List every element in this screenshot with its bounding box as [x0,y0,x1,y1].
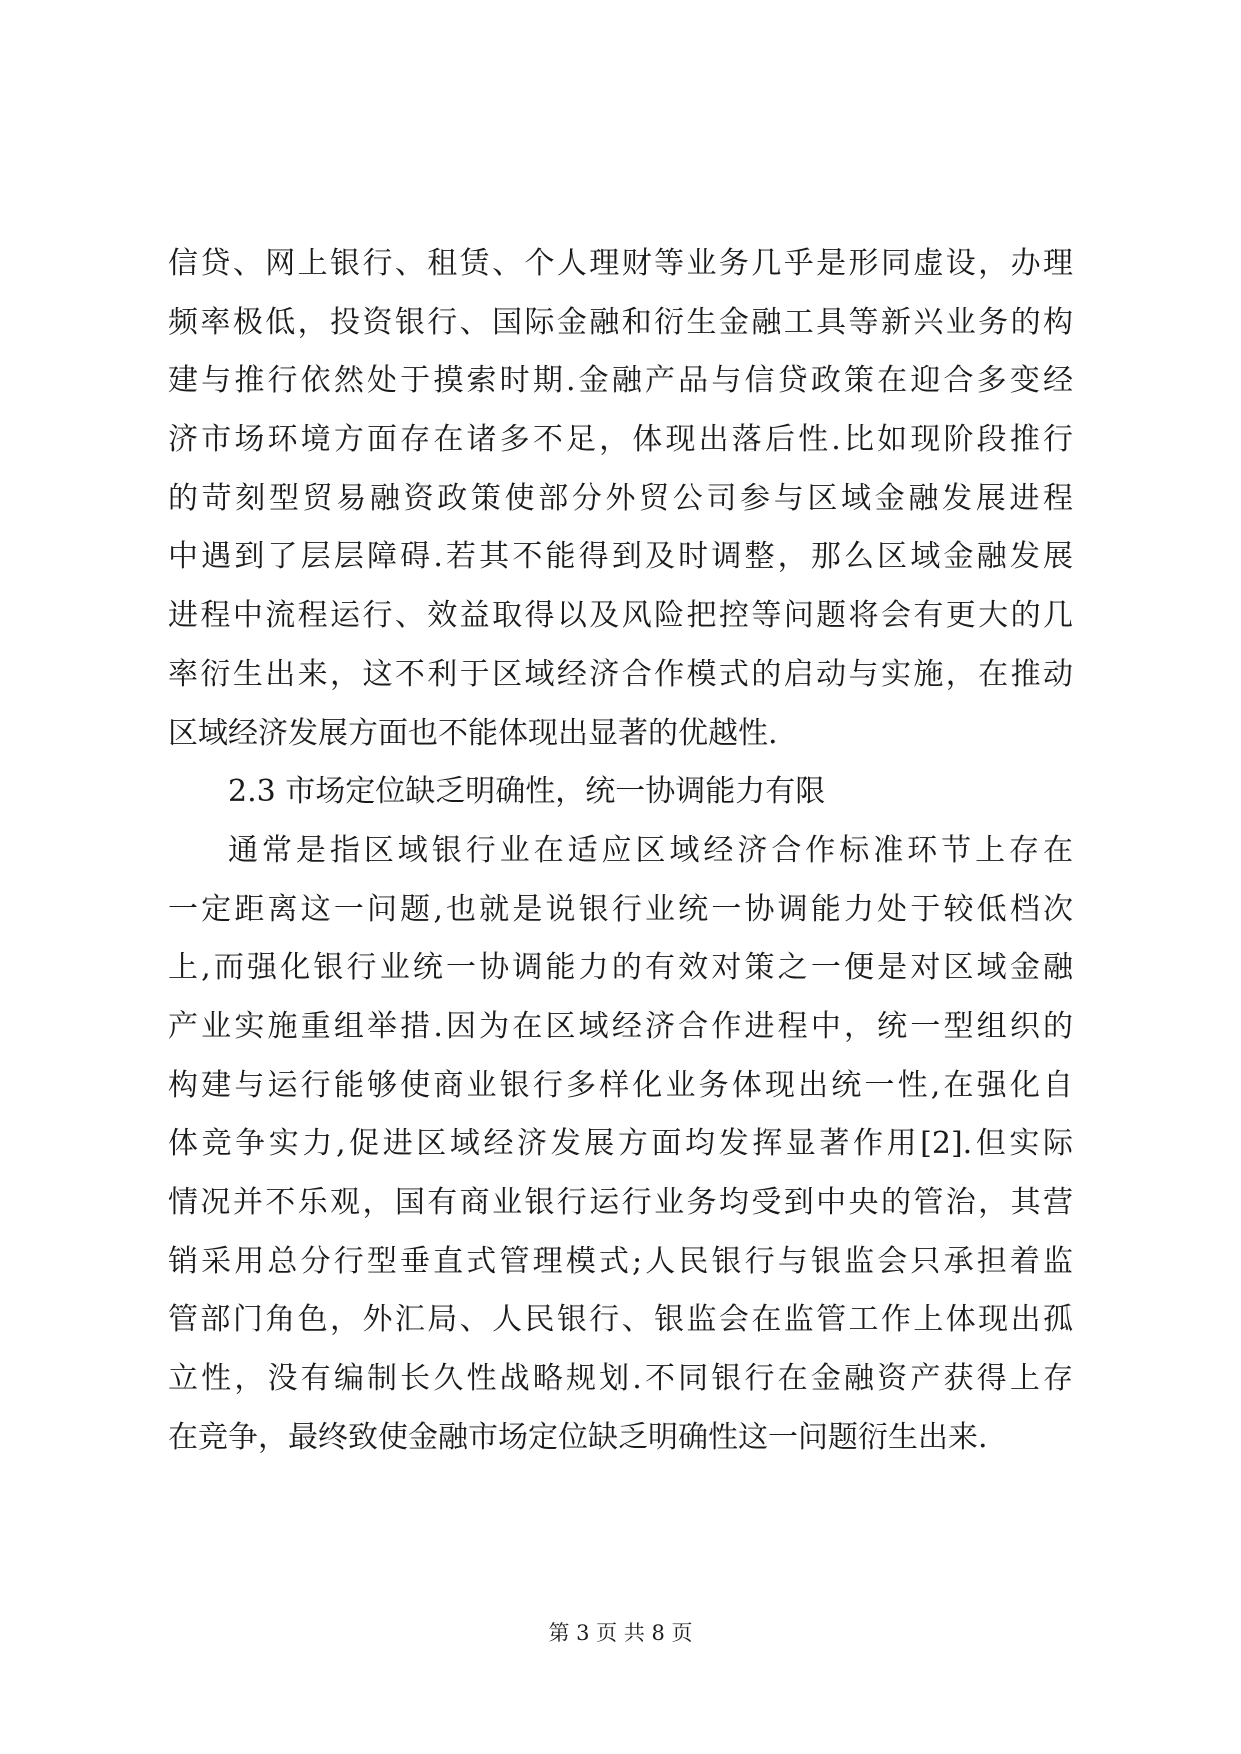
text-line: 构建与运行能够使商业银行多样化业务体现出统一性,在强化自 [168,1067,1073,1103]
text-line: 通常是指区域银行业在适应区域经济合作标准环节上存在 [228,832,1073,868]
text-line: 一定距离这一问题,也就是说银行业统一协调能力处于较低档次 [168,891,1073,927]
text-line: 济市场环境方面存在诸多不足，体现出落后性.比如现阶段推行 [168,422,1073,458]
body-text [168,235,1073,1467]
text-line: 区域经济发展方面也不能体现出显著的优越性. [168,715,778,751]
text-line: 建与推行依然处于摸索时期.金融产品与信贷政策在迎合多变经 [168,363,1073,399]
text-line: 立性，没有编制长久性战略规划.不同银行在金融资产获得上存 [168,1361,1073,1397]
text-line: 上,而强化银行业统一协调能力的有效对策之一便是对区域金融 [168,950,1073,986]
text-line: 管部门角色，外汇局、人民银行、银监会在监管工作上体现出孤 [168,1302,1073,1338]
text-line: 产业实施重组举措.因为在区域经济合作进程中，统一型组织的 [168,1008,1073,1044]
text-line: 率衍生出来，这不利于区域经济合作模式的启动与实施，在推动 [168,656,1073,692]
page-footer: 第 3 页 共 8 页 [548,1621,693,1645]
text-line: 销采用总分行型垂直式管理模式;人民银行与银监会只承担着监 [168,1243,1073,1279]
text-line: 体竞争实力,促进区域经济发展方面均发挥显著作用[2].但实际 [168,1126,1073,1162]
text-line: 频率极低，投资银行、国际金融和衍生金融工具等新兴业务的构 [168,304,1073,340]
text-line: 的苛刻型贸易融资政策使部分外贸公司参与区域金融发展进程 [168,480,1073,516]
text-line: 进程中流程运行、效益取得以及风险把控等问题将会有更大的几 [168,598,1073,634]
text-line: 中遇到了层层障碍.若其不能得到及时调整，那么区域金融发展 [168,539,1073,575]
text-line: 情况并不乐观，国有商业银行运行业务均受到中央的管治，其营 [168,1185,1073,1220]
text-line: 信贷、网上银行、租赁、个人理财等业务几乎是形同虚设，办理 [168,246,1073,281]
text-line: 在竞争，最终致使金融市场定位缺乏明确性这一问题衍生出来. [168,1419,988,1455]
section-heading: 2.3 市场定位缺乏明确性，统一协调能力有限 [228,774,826,810]
